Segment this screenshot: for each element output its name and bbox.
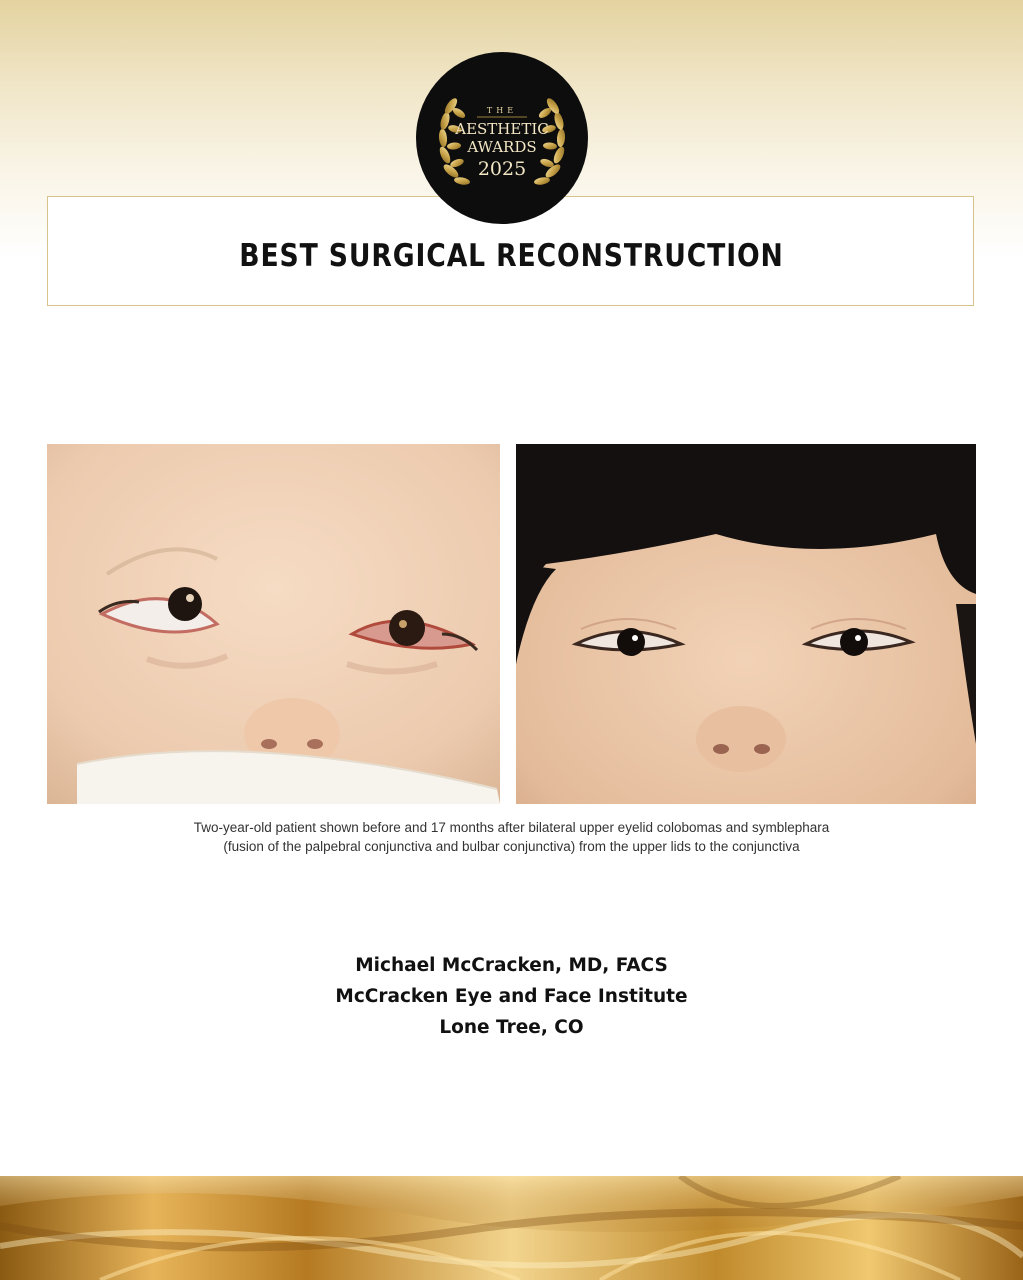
practice-name: McCracken Eye and Face Institute bbox=[335, 986, 688, 1007]
category-title: BEST SURGICAL RECONSTRUCTION bbox=[239, 238, 784, 274]
before-photo bbox=[47, 444, 500, 804]
badge-the-text: THE bbox=[486, 106, 518, 115]
caption-line-1: Two-year-old patient shown before and 17 months after bilateral upper eyelid colobomas and symblephara bbox=[193, 820, 830, 835]
after-photo bbox=[516, 444, 976, 804]
photo-caption bbox=[100, 818, 923, 856]
caption-line-2: (fusion of the palpebral conjunctiva and bulbar conjunctiva) from the upper lids to the conjunctiva bbox=[223, 839, 800, 854]
laurel-badge-icon bbox=[415, 51, 589, 225]
surgeon-name: Michael McCracken, MD, FACS bbox=[355, 955, 668, 976]
badge-year-text: 2025 bbox=[477, 158, 527, 180]
award-badge-logo bbox=[415, 51, 589, 225]
badge-line2-text: AWARDS bbox=[467, 138, 537, 156]
practice-location: Lone Tree, CO bbox=[439, 1017, 584, 1038]
gold-footer-band bbox=[0, 1176, 1023, 1280]
credits-block bbox=[0, 950, 1023, 1043]
badge-line1-text: AESTHETIC bbox=[455, 120, 549, 138]
